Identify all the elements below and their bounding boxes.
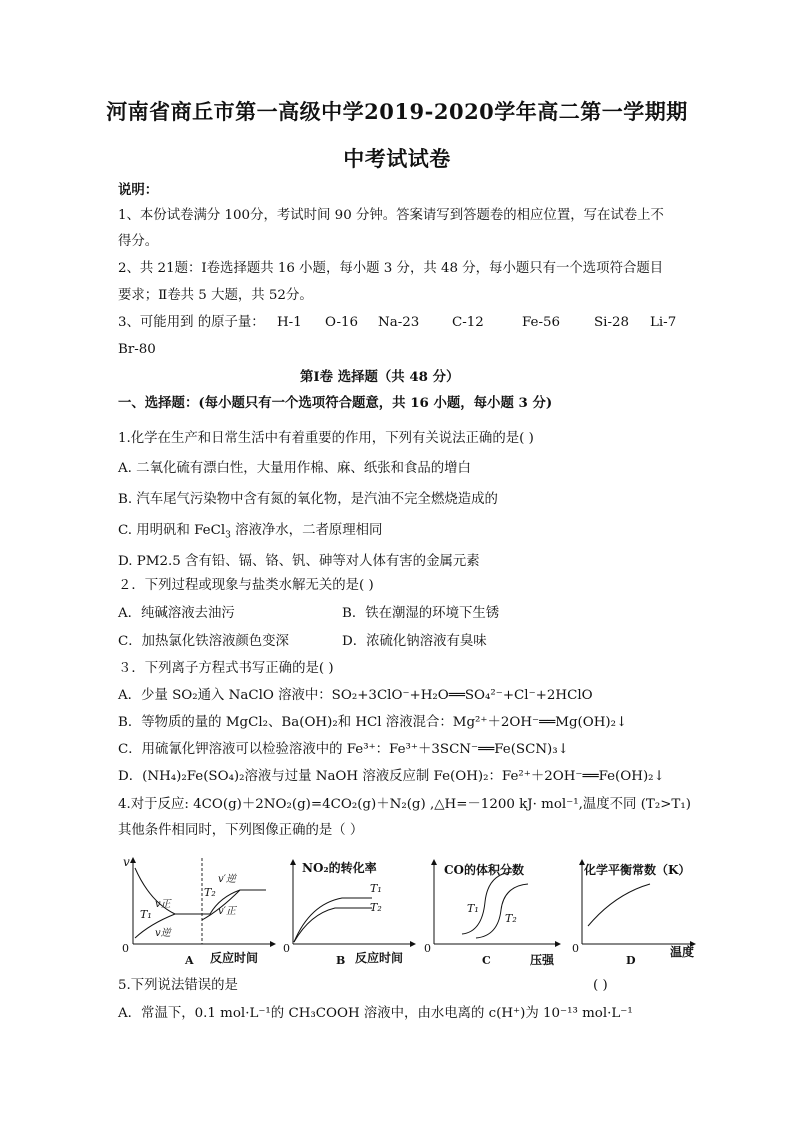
graph-a-vni: v逆 bbox=[155, 928, 171, 939]
atom-c: C-12 bbox=[452, 315, 484, 330]
q2-option-d: D．浓硫化钠溶液有臭味 bbox=[342, 634, 487, 649]
atom-fe: Fe-56 bbox=[522, 315, 561, 330]
graph-c bbox=[424, 860, 560, 967]
q1-option-c-pre: C. 用明矾和 FeCl bbox=[118, 523, 226, 538]
atom-br: Br-80 bbox=[118, 342, 156, 357]
graph-a bbox=[122, 855, 275, 967]
graph-a-letter: A bbox=[185, 954, 194, 967]
part-heading: 一、选择题：(每小题只有一个选项符合题意，共 16 小题，每小题 3 分) bbox=[118, 395, 553, 411]
graph-d-title: 化学平衡常数（K） bbox=[584, 863, 691, 877]
q2-stem: ２．下列过程或现象与盐类水解无关的是( ) bbox=[118, 578, 374, 593]
q4-graphs bbox=[110, 852, 710, 970]
atom-si: Si-28 bbox=[594, 315, 630, 330]
part-title: 第Ⅰ卷 选择题（共 48 分） bbox=[300, 369, 460, 385]
q2-option-a: A．纯碱溶液去油污 bbox=[118, 606, 235, 621]
graph-b-origin: 0 bbox=[283, 942, 290, 955]
graph-b-xlabel: 反应时间 bbox=[355, 951, 404, 965]
atom-o: O-16 bbox=[325, 315, 359, 330]
atom-h: H-1 bbox=[277, 315, 302, 330]
q4-stem-line1: 4.对于反应: 4CO(g)＋2NO₂(g)=4CO₂(g)＋N₂(g) ,△H=－1200 kJ· mol⁻¹,温度不同 (T₂>T₁) bbox=[118, 797, 691, 812]
graph-d-xlabel: 温度 bbox=[670, 945, 695, 959]
graph-c-t1: T₁ bbox=[467, 902, 479, 915]
graph-b-title: NO₂的转化率 bbox=[302, 861, 377, 875]
q1-option-c-post: 溶液净水，二者原理相同 bbox=[230, 523, 383, 538]
graph-c-t2: T₂ bbox=[505, 912, 517, 925]
q5-answer-paren: ( ) bbox=[593, 978, 608, 993]
graph-a-vzheng-p: v′正 bbox=[218, 906, 236, 917]
graph-b-t1: T₁ bbox=[370, 882, 382, 895]
q2-option-b: B．铁在潮湿的环境下生锈 bbox=[342, 606, 500, 621]
q5-stem: 5.下列说法错误的是 bbox=[118, 978, 238, 993]
page-title-line2: 中考试试卷 bbox=[343, 146, 451, 171]
note-3-label: 3、可能用到 的原子量： bbox=[118, 315, 265, 330]
graph-c-title: CO的体积分数 bbox=[444, 863, 525, 877]
notes-heading: 说明： bbox=[118, 182, 159, 198]
graph-d-origin: 0 bbox=[572, 942, 579, 955]
atom-li: Li-7 bbox=[650, 315, 677, 330]
q3-option-a: A．少量 SO₂通入 NaClO 溶液中：SO₂+3ClO⁻+H₂O══SO₄²⁻+Cl⁻+2HClO bbox=[118, 688, 593, 703]
graph-b-t2: T₂ bbox=[370, 901, 382, 914]
graph-c-xlabel: 压强 bbox=[530, 953, 555, 967]
graph-b bbox=[283, 860, 415, 967]
q3-stem: ３．下列离子方程式书写正确的是( ) bbox=[118, 661, 334, 676]
note-2-line2: 要求；Ⅱ卷共 5 大题，共 52分。 bbox=[118, 288, 313, 303]
q3-option-b: B．等物质的量的 MgCl₂、Ba(OH)₂和 HCl 溶液混合：Mg²⁺＋2OH⁻══Mg(OH)₂↓ bbox=[118, 715, 628, 730]
q1-stem: 1.化学在生产和日常生活中有着重要的作用，下列有关说法正确的是( ) bbox=[118, 431, 534, 446]
q1-option-b: B. 汽车尾气污染物中含有氮的氧化物，是汽油不完全燃烧造成的 bbox=[118, 492, 498, 507]
graph-c-letter: C bbox=[482, 954, 491, 967]
q1-option-c-sub: 3 bbox=[225, 530, 231, 541]
q1-option-c bbox=[118, 522, 382, 540]
graph-a-t2: T₂ bbox=[204, 886, 216, 899]
graph-a-t1: T₁ bbox=[140, 908, 152, 921]
graph-a-origin: 0 bbox=[122, 942, 129, 955]
q3-option-c: C．用硫氰化钾溶液可以检验溶液中的 Fe³⁺：Fe³⁺＋3SCN⁻══Fe(SCN)₃↓ bbox=[118, 742, 569, 757]
note-1-line2: 得分。 bbox=[118, 234, 159, 249]
q2-option-c: C．加热氯化铁溶液颜色变深 bbox=[118, 634, 289, 649]
graph-a-xlabel: 反应时间 bbox=[210, 951, 259, 965]
atom-na: Na-23 bbox=[378, 315, 420, 330]
q1-option-a: A. 二氧化硫有漂白性，大量用作棉、麻、纸张和食品的增白 bbox=[118, 461, 471, 476]
graph-d-letter: D bbox=[626, 954, 636, 967]
q3-option-d: D．(NH₄)₂Fe(SO₄)₂溶液与过量 NaOH 溶液反应制 Fe(OH)₂：Fe²⁺＋2OH⁻══Fe(OH)₂↓ bbox=[118, 769, 665, 784]
graph-d bbox=[572, 860, 695, 967]
graph-b-letter: B bbox=[336, 954, 346, 967]
q4-stem-line2: 其他条件相同时，下列图像正确的是（ ） bbox=[118, 823, 364, 838]
graph-a-ylabel: v bbox=[123, 855, 130, 869]
note-1-line1: 1、本份试卷满分 100分，考试时间 90 分钟。答案请写到答题卷的相应位置，写在试卷上不 bbox=[118, 208, 664, 223]
page-title: 河南省商丘市第一高级中学2019-2020学年高二第一学期期 bbox=[106, 99, 688, 124]
graph-c-origin: 0 bbox=[424, 942, 431, 955]
graph-a-vzheng: v正 bbox=[155, 899, 171, 910]
q5-option-a: A．常温下，0.1 mol·L⁻¹的 CH₃COOH 溶液中，由水电离的 c(H⁺)为 10⁻¹³ mol·L⁻¹ bbox=[118, 1006, 633, 1021]
note-2-line1: 2、共 21题：Ⅰ卷选择题共 16 小题，每小题 3 分，共 48 分，每小题只有一个选项符合题目 bbox=[118, 261, 664, 276]
q1-option-d: D. PM2.5 含有铅、镉、铬、钒、砷等对人体有害的金属元素 bbox=[118, 554, 480, 569]
graph-a-vni-p: v′逆 bbox=[218, 874, 236, 885]
